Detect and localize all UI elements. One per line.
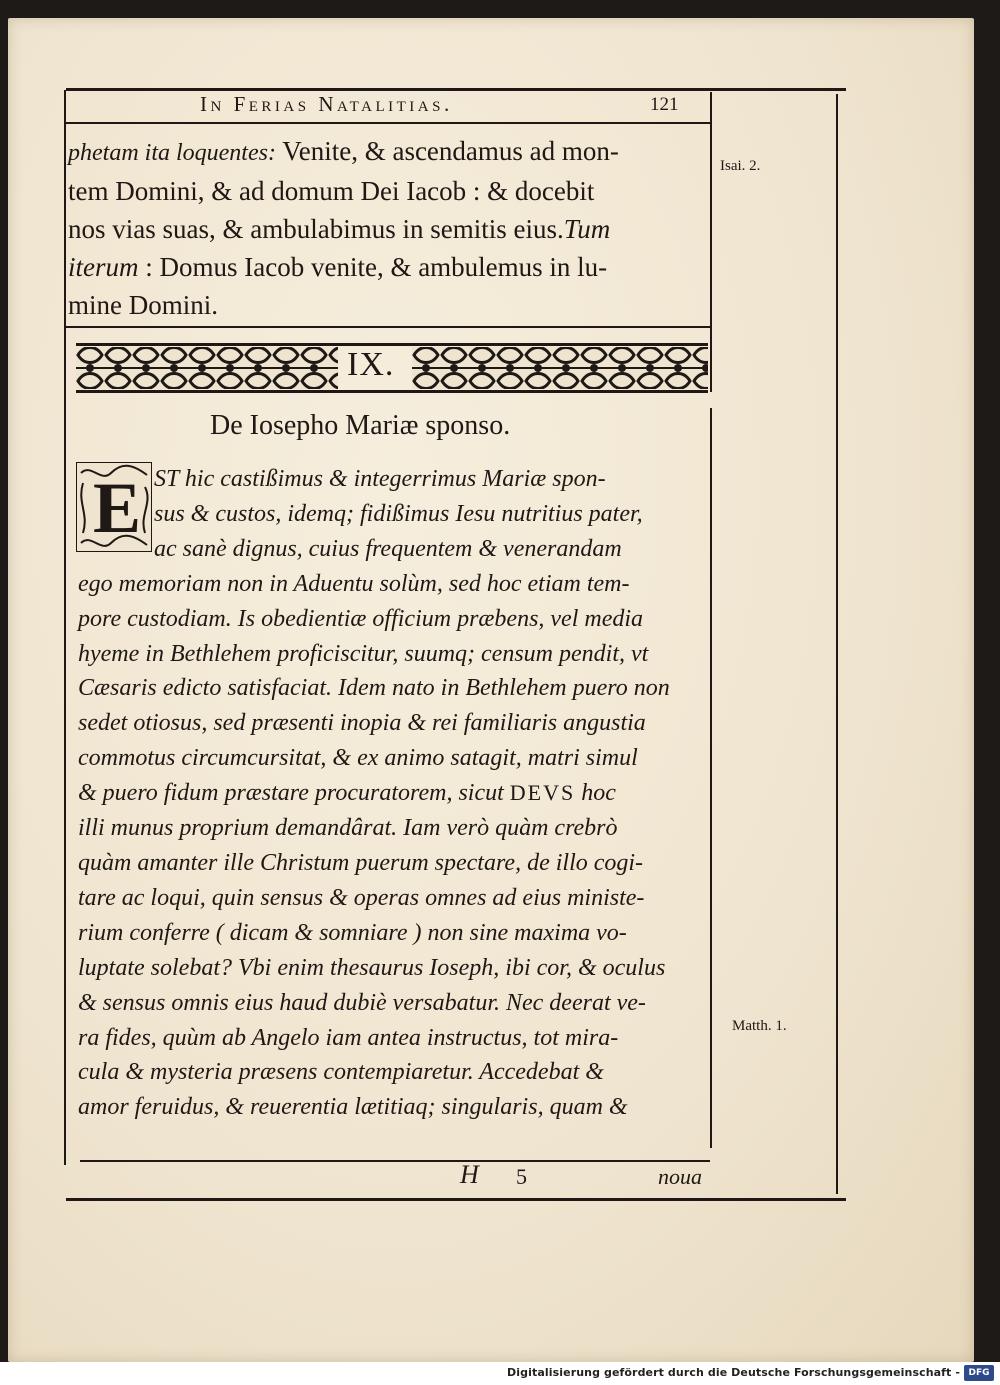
margin-note-isai: Isai. 2. <box>720 158 761 174</box>
body-line-6: hyeme in Bethlehem proficiscitur, suumq; censum pendit, vt <box>78 640 649 667</box>
dfg-logo: DFG <box>964 1365 994 1381</box>
top-line-5: mine Domini. <box>68 290 218 320</box>
signature-mark: H <box>460 1160 479 1189</box>
body-line-18: cula & mysteria præsens contempiaretur. Accedebat & <box>78 1059 604 1086</box>
signature-number: 5 <box>516 1164 527 1189</box>
deus-word: DEVS <box>509 780 576 806</box>
body-line-10: & puero fidum præstare procuratorem, sicut DEVS hoc <box>78 780 616 807</box>
outer-right-rule <box>836 94 838 1194</box>
body-line-9: commotus circumcursitat, & ex animo satagit, matri simul <box>78 745 638 772</box>
header-top-rule <box>66 88 846 91</box>
body-line-4: ego memoriam non in Aduentu solùm, sed hoc etiam tem- <box>78 570 630 597</box>
separator-rule <box>66 326 712 328</box>
body-line-15: luptate solebat? Vbi enim thesaurus Ioseph, ibi cor, & oculus <box>78 954 666 981</box>
section-number: IX. <box>347 346 395 383</box>
margin-note-matth: Matth. 1. <box>732 1018 787 1034</box>
header-bottom-rule <box>66 122 712 124</box>
right-frame-rule-top <box>710 92 712 392</box>
body-line-17: ra fides, quùm ab Angelo iam antea instructus, tot mira- <box>78 1024 619 1051</box>
bottom-text-rule <box>80 1160 710 1162</box>
top-paragraph <box>68 132 710 324</box>
body-line-14: rium conferre ( dicam & somniare ) non sine maxima vo- <box>78 919 627 946</box>
body-text <box>78 462 710 1125</box>
top-line-3: nos vias suas, & ambulabimus in semitis eius.Tum <box>68 214 611 244</box>
section-title: De Iosepho Mariæ sponso. <box>210 410 511 441</box>
body-line-2: sus & custos, idemq; fidißimus Iesu nutritius pater, <box>154 500 643 527</box>
top-line-2: tem Domini, & ad domum Dei Iacob : & docebit <box>68 176 595 206</box>
body-line-3: ac sanè dignus, cuius frequentem & venerandam <box>154 535 622 562</box>
catchword: noua <box>658 1164 702 1189</box>
body-line-8: sedet otiosus, sed præsenti inopia & rei familiaris angustia <box>78 710 646 737</box>
body-line-11: illi munus proprium demandârat. Iam verò quàm crebrò <box>78 815 618 842</box>
right-frame-rule-bottom <box>710 408 712 1148</box>
running-title: In Ferias Natalitias. <box>200 92 453 116</box>
body-line-12: quàm amanter ille Christum puerum spectare, de illo cogi- <box>78 849 644 876</box>
left-frame-rule <box>64 90 66 1165</box>
body-line-1: ST hic castißimus & integerrimus Mariæ spon- <box>154 466 606 492</box>
body-line-19: amor feruidus, & reuerentia lætitiaq; singularis, quam & <box>78 1094 628 1121</box>
body-line-5: pore custodiam. Is obedientiæ officium præbens, vel media <box>78 605 644 632</box>
page-bottom-rule <box>66 1198 846 1201</box>
body-line-7: Cæsaris edicto satisfaciat. Idem nato in Bethlehem puero non <box>78 675 670 702</box>
funding-notice: Digitalisierung gefördert durch die Deutsche Forschungsgemeinschaft - <box>507 1366 960 1379</box>
body-line-13: tare ac loqui, quin sensus & operas omnes ad eius ministe- <box>78 884 645 911</box>
page-number: 121 <box>650 94 679 115</box>
initial-letter: E <box>93 468 142 548</box>
top-line-1: phetam ita loquentes: Venite, & ascendamus ad mon- <box>68 136 619 166</box>
body-line-16: & sensus omnis eius haud dubiè versabatur. Nec deerat ve- <box>78 989 646 1016</box>
top-line-4: iterum : Domus Iacob venite, & ambulemus in lu- <box>68 252 608 282</box>
